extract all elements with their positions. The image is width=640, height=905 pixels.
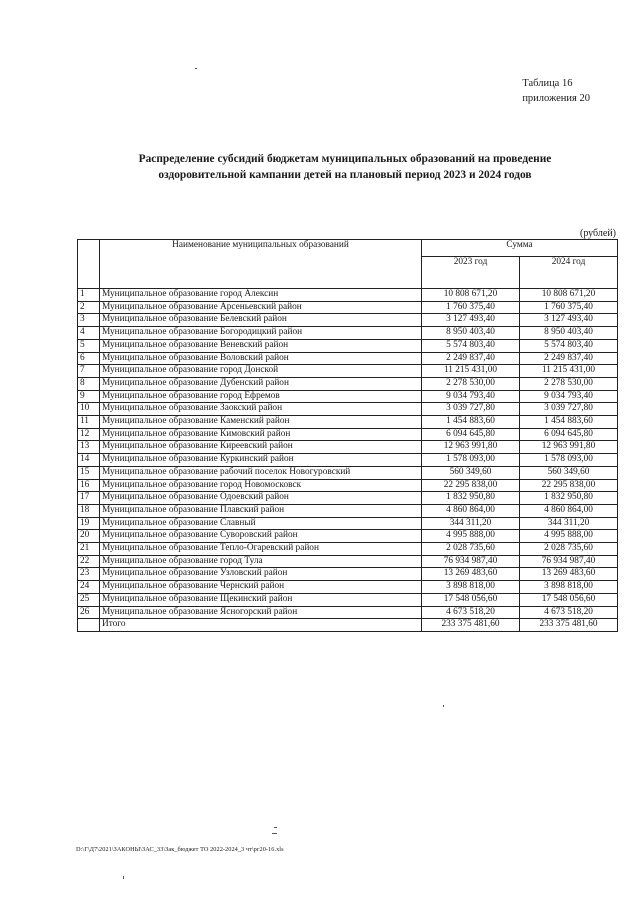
total-value-2023: 233 375 481,60 [422,619,520,632]
row-number: 5 [78,339,100,352]
row-number: 4 [78,327,100,340]
row-name: Муниципальное образование город Новомосковск [100,479,422,492]
subsidy-table [77,239,618,632]
table-row [78,606,618,619]
table-row [78,377,618,390]
table-row [78,593,618,606]
row-value-2023: 6 094 645,80 [422,428,520,441]
row-value-2023: 1 760 375,40 [422,301,520,314]
row-value-2024: 560 349,60 [520,466,618,479]
table-row [78,530,618,543]
row-number: 22 [78,555,100,568]
row-name: Муниципальное образование Арсеньевский район [100,301,422,314]
row-value-2024: 4 995 888,00 [520,530,618,543]
row-name: Муниципальное образование Куркинский район [100,454,422,467]
row-name: Муниципальное образование Веневский район [100,339,422,352]
header-2024: 2024 год [520,257,618,289]
row-value-2024: 11 215 431,00 [520,365,618,378]
row-name: Муниципальное образование Одоевский район [100,492,422,505]
table-row [78,479,618,492]
total-row [78,619,618,632]
row-name: Муниципальное образование Тепло-Огаревский район [100,543,422,556]
row-value-2024: 13 269 483,60 [520,568,618,581]
row-value-2023: 9 034 793,40 [422,390,520,403]
table-row [78,454,618,467]
row-name: Муниципальное образование Ясногорский район [100,606,422,619]
title-line-2: оздоровительной кампании детей на плановый период 2023 и 2024 годов [158,169,532,181]
row-value-2023: 2 249 837,40 [422,352,520,365]
row-number: 1 [78,289,100,302]
row-value-2024: 12 963 991,80 [520,441,618,454]
table-row [78,504,618,517]
row-value-2023: 17 548 056,60 [422,593,520,606]
table-body [78,289,618,632]
header-row [78,240,618,257]
row-name: Муниципальное образование Чернский район [100,581,422,594]
row-name: Муниципальное образование Славный [100,517,422,530]
header-name: Наименование муниципальных образований [100,240,422,289]
row-name: Муниципальное образование город Донской [100,365,422,378]
row-name: Муниципальное образование город Алексин [100,289,422,302]
row-value-2024: 1 578 093,00 [520,454,618,467]
row-number: 20 [78,530,100,543]
row-value-2024: 3 127 493,40 [520,314,618,327]
table-row [78,555,618,568]
row-value-2023: 2 278 530,00 [422,377,520,390]
row-number: 11 [78,416,100,429]
row-value-2024: 4 673 518,20 [520,606,618,619]
row-value-2023: 3 127 493,40 [422,314,520,327]
row-name: Муниципальное образование Узловский район [100,568,422,581]
row-number: 9 [78,390,100,403]
header-2023: 2023 год [422,257,520,289]
total-number [78,619,100,632]
scan-speck [274,827,277,828]
row-value-2024: 2 028 735,60 [520,543,618,556]
row-name: Муниципальное образование Кимовский район [100,428,422,441]
row-value-2023: 76 934 987,40 [422,555,520,568]
row-number: 14 [78,454,100,467]
row-value-2023: 560 349,60 [422,466,520,479]
row-number: 19 [78,517,100,530]
table-row [78,301,618,314]
row-number: 3 [78,314,100,327]
row-name: Муниципальное образование Суворовский район [100,530,422,543]
scan-speck [195,68,197,69]
document-title [90,151,600,183]
row-value-2023: 4 995 888,00 [422,530,520,543]
header-number [78,240,100,289]
row-value-2023: 4 860 864,00 [422,504,520,517]
table-caption [522,76,590,106]
total-label: Итого [100,619,422,632]
scan-speck [123,876,124,879]
row-value-2024: 10 808 671,20 [520,289,618,302]
row-number: 12 [78,428,100,441]
row-number: 26 [78,606,100,619]
row-name: Муниципальное образование Каменский район [100,416,422,429]
row-value-2023: 3 039 727,80 [422,403,520,416]
row-value-2023: 8 950 403,40 [422,327,520,340]
row-number: 25 [78,593,100,606]
row-value-2024: 9 034 793,40 [520,390,618,403]
row-name: Муниципальное образование город Ефремов [100,390,422,403]
row-name: Муниципальное образование Плавский район [100,504,422,517]
table-row [78,441,618,454]
table-row [78,543,618,556]
title-line-1: Распределение субсидий бюджетам муниципальных образований на проведение [138,153,552,165]
row-number: 15 [78,466,100,479]
row-value-2023: 22 295 838,00 [422,479,520,492]
table-row [78,581,618,594]
row-number: 17 [78,492,100,505]
row-name: Муниципальное образование Богородицкий район [100,327,422,340]
row-name: Муниципальное образование Воловский район [100,352,422,365]
table-row [78,289,618,302]
scan-speck [443,705,444,707]
caption-table-number: Таблица 16 [522,78,573,89]
file-path-footer: D:\Г\Д7\2021\ЗАКОНЫ\ЗАС_33\Зак_бюджет ТО 2022-2024_3 чт\рг20-16.xls [76,846,284,853]
row-value-2024: 2 249 837,40 [520,352,618,365]
row-value-2024: 4 860 864,00 [520,504,618,517]
row-value-2023: 1 578 093,00 [422,454,520,467]
row-number: 24 [78,581,100,594]
row-value-2023: 344 311,20 [422,517,520,530]
row-value-2024: 3 898 818,00 [520,581,618,594]
header-sum: Сумма [422,240,618,257]
table-row [78,352,618,365]
row-value-2023: 10 808 671,20 [422,289,520,302]
row-value-2023: 2 028 735,60 [422,543,520,556]
row-name: Муниципальное образование рабочий поселок Новогуровский [100,466,422,479]
row-value-2024: 1 454 883,60 [520,416,618,429]
row-value-2023: 11 215 431,00 [422,365,520,378]
row-value-2023: 1 454 883,60 [422,416,520,429]
row-value-2023: 4 673 518,20 [422,606,520,619]
table-row [78,466,618,479]
table-row [78,390,618,403]
row-number: 6 [78,352,100,365]
row-value-2024: 5 574 803,40 [520,339,618,352]
table-row [78,428,618,441]
total-value-2024: 233 375 481,60 [520,619,618,632]
row-value-2023: 3 898 818,00 [422,581,520,594]
row-number: 21 [78,543,100,556]
row-value-2024: 6 094 645,80 [520,428,618,441]
row-value-2023: 13 269 483,60 [422,568,520,581]
row-value-2024: 2 278 530,00 [520,377,618,390]
row-value-2023: 12 963 991,80 [422,441,520,454]
table-row [78,314,618,327]
row-name: Муниципальное образование Киреевский район [100,441,422,454]
row-name: Муниципальное образование Дубенский район [100,377,422,390]
row-name: Муниципальное образование Заокский район [100,403,422,416]
row-name: Муниципальное образование город Тула [100,555,422,568]
row-value-2024: 1 832 950,80 [520,492,618,505]
table-row [78,365,618,378]
row-value-2024: 3 039 727,80 [520,403,618,416]
row-name: Муниципальное образование Белевский район [100,314,422,327]
table-row [78,517,618,530]
row-number: 7 [78,365,100,378]
table-row [78,492,618,505]
units-label: (рублей) [579,228,616,239]
table-row [78,568,618,581]
row-number: 2 [78,301,100,314]
row-value-2024: 76 934 987,40 [520,555,618,568]
table-row [78,403,618,416]
row-value-2024: 1 760 375,40 [520,301,618,314]
scan-speck [272,833,277,834]
row-value-2023: 5 574 803,40 [422,339,520,352]
row-number: 23 [78,568,100,581]
caption-appendix: приложения 20 [522,93,590,104]
row-number: 13 [78,441,100,454]
row-number: 18 [78,504,100,517]
row-number: 16 [78,479,100,492]
row-value-2024: 17 548 056,60 [520,593,618,606]
row-number: 10 [78,403,100,416]
row-value-2024: 22 295 838,00 [520,479,618,492]
row-number: 8 [78,377,100,390]
table-row [78,339,618,352]
row-name: Муниципальное образование Щекинский район [100,593,422,606]
row-value-2024: 8 950 403,40 [520,327,618,340]
row-value-2024: 344 311,20 [520,517,618,530]
row-value-2023: 1 832 950,80 [422,492,520,505]
table-row [78,416,618,429]
table-row [78,327,618,340]
